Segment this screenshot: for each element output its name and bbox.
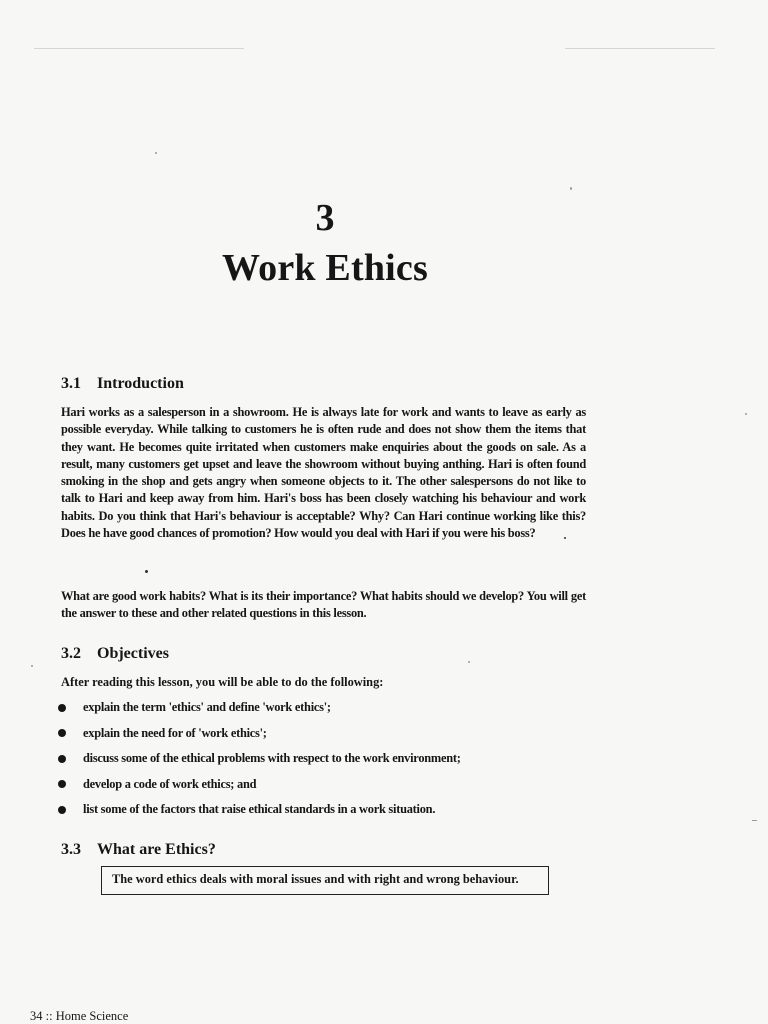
list-item [58,721,461,747]
scan-speck [570,187,572,190]
scan-speck [145,570,148,573]
list-item-text: list some of the factors that raise ethical standards in a work situation. [83,802,436,817]
scan-speck [155,152,157,154]
list-item-text: discuss some of the ethical problems with respect to the work environment; [83,751,461,766]
scan-speck [34,48,244,49]
intro-paragraph-2: What are good work habits? What is its their importance? What habits should we develop? You will get the answer to these and other related questions in this lesson. [61,589,586,621]
bullet-icon [58,780,66,788]
scan-speck [564,537,566,539]
section-title: Objectives [97,645,169,662]
scan-speck [31,665,33,667]
bullet-icon [58,729,66,737]
bullet-icon [58,704,66,712]
list-item-text: develop a code of work ethics; and [83,776,257,791]
scan-speck [468,661,470,663]
list-item [58,797,461,823]
section-number: 3.2 [61,645,81,662]
section-number: 3.3 [61,841,81,858]
list-item [58,772,461,798]
list-item [58,746,461,772]
objectives-intro: After reading this lesson, you will be able to do the following: [61,675,384,689]
page-footer: 34 :: Home Science [30,1009,129,1023]
list-item-text: explain the need for of 'work ethics'; [83,725,267,740]
chapter-title: Work Ethics [222,247,428,289]
section-heading-objectives [61,645,169,663]
definition-box: The word ethics deals with moral issues and with right and wrong behaviour. [101,866,549,895]
list-item [58,695,461,721]
bullet-icon [58,806,66,814]
scan-speck [565,48,715,49]
scan-speck [752,820,757,821]
section-number: 3.1 [61,375,81,392]
section-title: Introduction [97,375,184,392]
list-item-text: explain the term 'ethics' and define 'work ethics'; [83,700,331,715]
scan-speck [745,413,747,415]
section-heading-introduction [61,375,184,393]
section-heading-what-are-ethics [61,841,216,859]
section-title: What are Ethics? [97,841,216,858]
chapter-number: 3 [315,197,335,239]
intro-paragraph: Hari works as a salesperson in a showroom. He is always late for work and wants to leave as early as possible everyday. While talking to customers he is often rude and does not show them the items that they want. He becomes quite irritated when customers make enquiries about the goods on sale. As a result, many customers get upset and leave the showroom without buying anthing. Hari is often found smoking in the shop and gets angry when someone objects to it. The other salespersons do not like to talk to Hari and keep away from him. Hari's boss has been closely watching his behaviour and work habits. Do you think that Hari's behaviour is acceptable? Why? Can Hari continue working like this? Does he have good chances of promotion? How would you deal with Hari if you were his boss? [61,405,586,541]
bullet-icon [58,755,66,763]
objectives-list [58,695,461,823]
